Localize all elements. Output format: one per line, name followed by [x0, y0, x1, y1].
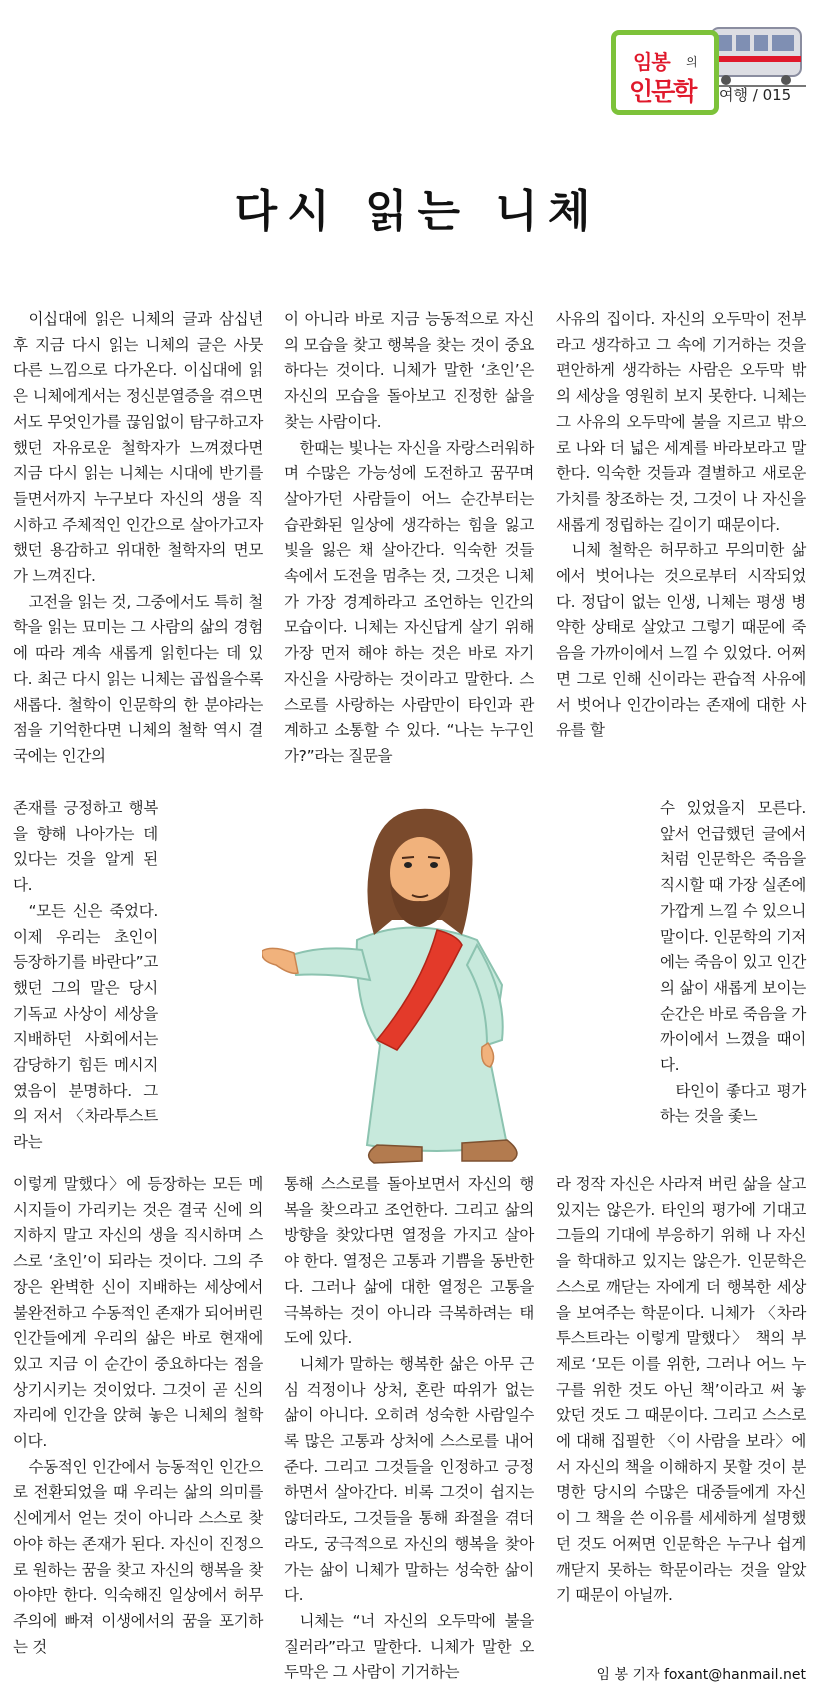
paragraph: 니체는 “너 자신의 오두막에 불을 질러라”라고 말한다. 니체가 말한 오두막은 그 사람이 기거하는	[284, 1611, 534, 1682]
paragraph: 이 아니라 바로 지금 능동적으로 자신의 모습을 찾고 행복을 찾는 것이 중요하다는 것이다. 니체가 말한 ‘초인’은 자신의 모습을 돌아보고 진정한 삶을 찾는 사람이다.	[284, 310, 534, 431]
paragraph: 존재를 긍정하고 행복을 향해 나아가는 데 있다는 것을 알게 된다.	[13, 799, 158, 895]
column-1-wrap	[13, 796, 158, 1156]
paragraph: 통해 스스로를 돌아보면서 자신의 행복을 찾으라고 조언한다. 그리고 삶의 방향을 찾았다면 열정을 가지고 살아야 한다. 열정은 고통과 기쁨을 동반한다. 그러나 삶에 대한 열정은 고통을 극복하는 것이 아니라 극복하려는 태도에 있다.	[284, 1175, 534, 1348]
paragraph: 타인이 좋다고 평가하는 것을 좇느	[660, 1081, 806, 1126]
paragraph: “모든 신은 죽었다. 이제 우리는 초인이 등장하기를 바란다”고 했던 그의 말은 당시 기독교 사상이 세상을 지배하던 사회에서는 감당하기 힘든 메시지였음이 분명하다. 그의 저서 〈차라투스트라는	[13, 901, 158, 1152]
paragraph: 니체가 말하는 행복한 삶은 아무 근심 걱정이나 상처, 혼란 따위가 없는 삶이 아니다. 오히려 성숙한 사람일수록 많은 고통과 상처에 스스로를 내어준다. 그리고 그것들을 인정하고 긍정하면서 살아간다. 비록 그것이 쉽지는 않더라도, 그것들을 통해 좌절을 겪더라도, 궁극적으로 자신의 행복을 찾아가는 삶이 니체가 말하는 성숙한 삶이다.	[284, 1354, 534, 1605]
logo-author: 임봉	[633, 50, 670, 74]
column-2-bottom	[284, 1172, 534, 1686]
series-logo	[611, 20, 801, 120]
column-3-bottom	[556, 1172, 806, 1609]
logo-author-suffix: 의	[686, 55, 698, 69]
jesus-illustration	[262, 795, 562, 1165]
paragraph: 한때는 빛나는 자신을 자랑스러워하며 수많은 가능성에 도전하고 꿈꾸며 살아가던 사람들이 어느 순간부터는 습관화된 일상에 생각하는 힘을 잃고 빛을 잃은 채 살아간다. 익숙한 것들 속에서 도전을 멈추는 것, 그것은 니체가 가장 경계하라고 조언하는 인간의 모습이다. 니체는 자신답게 살기 위해 가장 먼저 해야 하는 것은 바로 자기 자신을 사랑하는 것이라고 말한다. 스스로를 사랑하는 사람만이 타인과 관계하고 소통할 수 있다. “나는 누구인가?”라는 질문을	[284, 438, 534, 765]
paragraph: 수 있었을지 모른다. 앞서 언급했던 글에서처럼 인문학은 죽음을 직시할 때 가장 실존에 가깝게 느낄 수 있으니 말이다. 인문학의 기저에는 죽음이 있고 인간의 삶이 새롭게 보이는 순간은 바로 죽음을 가까이에서 느꼈을 때이다.	[660, 799, 806, 1075]
paragraph: 수동적인 인간에서 능동적인 인간으로 전환되었을 때 우리는 삶의 의미를 신에게서 얻는 것이 아니라 스스로 찾아야 하는 존재가 된다. 자신이 진정으로 원하는 꿈을 찾고 자신의 행복을 찾아야만 한다. 익숙해진 일상에서 허무주의에 빠져 이생에서의 꿈을 포기하는 것	[13, 1457, 263, 1656]
paragraph: 사유의 집이다. 자신의 오두막이 전부라고 생각하고 그 속에 기거하는 것을 편안하게 생각하는 사람은 오두막 밖의 세상을 영원히 보지 못한다. 니체는 그 사유의 오두막에 불을 지르고 밖으로 나와 더 넓은 세계를 바라보라고 말한다. 익숙한 것들과 결별하고 새로운 가치를 창조하는 것, 그것이 나 자신을 새롭게 정립하는 길이기 때문이다.	[556, 310, 806, 534]
paragraph: 니체 철학은 허무하고 무의미한 삶에서 벗어나는 것으로부터 시작되었다. 정답이 없는 인생, 니체는 평생 병약한 상태로 살았고 그렇기 때문에 죽음을 가까이에서 느낄 수 있었다. 어쩌면 그로 인해 신이라는 관습적 사유에서 벗어나 인간이라는 존재에 대한 사유를 할	[556, 541, 806, 740]
byline: 임 봉 기자 foxant@hanmail.net	[596, 1667, 806, 1683]
column-2-top	[284, 307, 534, 770]
column-3-wrap	[660, 796, 806, 1130]
column-3-top	[556, 307, 806, 744]
paragraph: 라 정작 자신은 사라져 버린 삶을 살고 있지는 않은가. 타인의 평가에 기대고 그들의 기대에 부응하기 위해 나 자신을 학대하고 있지는 않은가. 인문학은 스스로 깨닫는 자에게 더 행복한 세상을 보여주는 학문이다. 니체가 〈차라투스트라는 이렇게 말했다〉 책의 부제로 ‘모든 이를 위한, 그러나 어느 누구를 위한 것도 아닌 책’이라고 써 놓았던 것도 그 때문이다. 그리고 스스로에 대해 집필한 〈이 사람을 보라〉에서 자신의 책을 이해하지 못할 것이 분명한 당시의 수많은 대중들에게 자신이 그 책을 쓴 이유를 세세하게 설명했던 것도 어쩌면 인문학은 누구나 쉽게 깨닫지 못하는 학문이라는 것을 알았기 때문이 아닐까.	[556, 1175, 806, 1605]
train-icon	[706, 20, 806, 90]
paragraph: 고전을 읽는 것, 그중에서도 특히 철학을 읽는 묘미는 그 사람의 삶의 경험에 따라 계속 새롭게 읽힌다는 데 있다. 최근 다시 읽는 니체는 곱씹을수록 새롭다. 철학이 인문학의 한 분야라는 점을 기억한다면 니체의 철학 역시 결국에는 인간의	[13, 592, 263, 765]
logo-issue: 여행 / 015	[719, 86, 792, 104]
paragraph: 이십대에 읽은 니체의 글과 삼십년 후 지금 다시 읽는 니체의 글은 사뭇 다른 느낌으로 다가온다. 이십대에 읽은 니체에게서는 정신분열증을 겪으면서도 무엇인가를 끊임없이 탐구하고자 했던 자유로운 철학자가 느껴졌다면 지금 다시 읽는 니체는 시대에 반기를 들면서까지 누구보다 자신의 생을 직시하고 주체적인 인간으로 살아가고자 했던 용감하고 위대한 철학자의 면모가 느껴진다.	[13, 310, 263, 586]
paragraph: 이렇게 말했다〉에 등장하는 모든 메시지들이 가리키는 것은 결국 신에 의지하지 말고 자신의 생을 직시하며 스스로 ‘초인’이 되라는 것이다. 그의 주장은 완벽한 신이 지배하는 세상에서 불완전하고 수동적인 존재가 되어버린 인간들에게 우리의 삶은 바로 현재에 있고 지금 이 순간이 중요하다는 점을 상기시키는 것이었다. 그것이 곧 신의 자리에 인간을 앉혀 놓은 니체의 철학이다.	[13, 1175, 263, 1451]
logo-series-name: 인문학	[629, 77, 696, 106]
column-1-bottom	[13, 1172, 263, 1660]
column-1-top	[13, 307, 263, 770]
article-title: 다시 읽는 니체	[234, 186, 601, 237]
